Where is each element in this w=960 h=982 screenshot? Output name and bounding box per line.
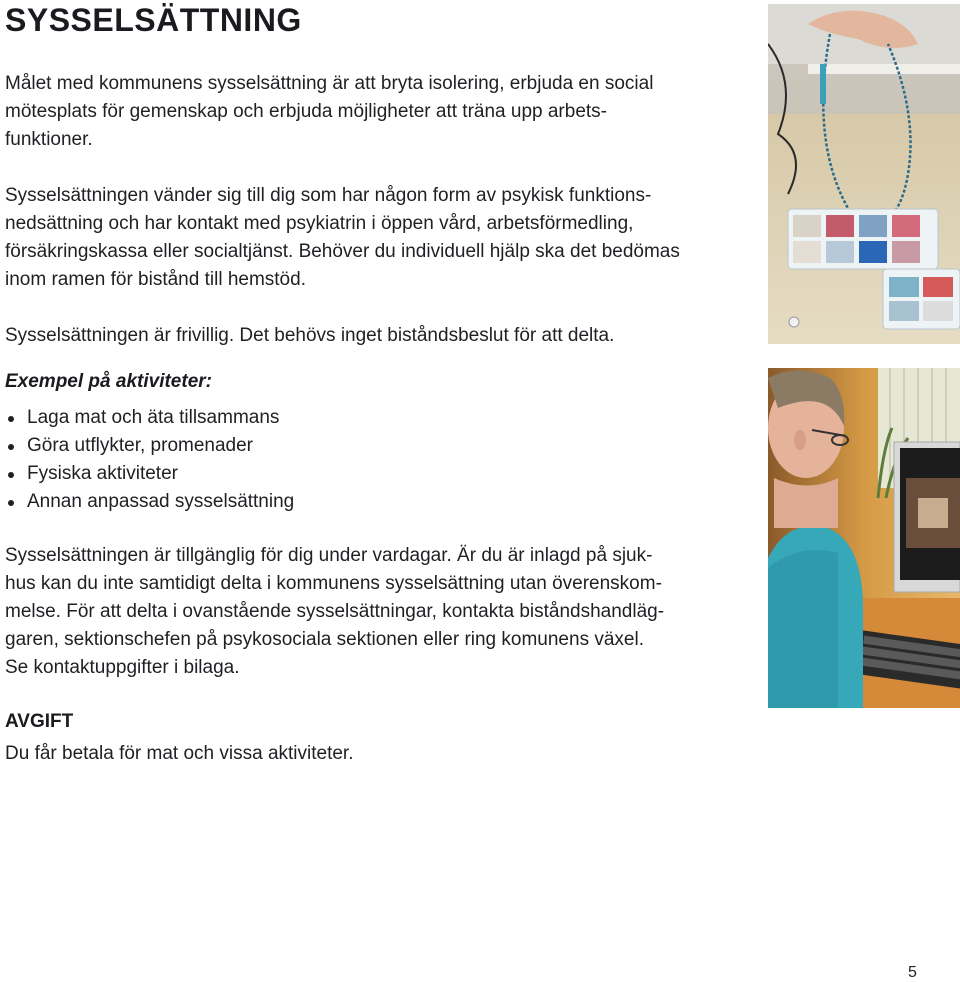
- list-item: Fysiska aktiviteter: [5, 460, 730, 488]
- intro-paragraph: Målet med kommunens sysselsättning är att bryta isolering, erbjuda en social mötesplats för gemenskap och erbjuda möjligheter att träna upp arbets- funktioner.: [5, 73, 654, 150]
- beads-photo: [768, 4, 960, 344]
- target-group-paragraph: Sysselsättningen vänder sig till dig som har någon form av psykisk funktions- nedsättning och har kontakt med psykiatrin i öppen vård, arbetsförmedling, försäkringskassa eller socialtjänst. Behöver du individuell hjälp ska det bedömas inom ramen för bistånd till hemstöd.: [5, 185, 680, 290]
- page-title: SYSSELSÄTTNING: [5, 2, 302, 38]
- list-item: Göra utflykter, promenader: [5, 432, 730, 460]
- body-text-column: [5, 70, 730, 768]
- examples-heading: Exempel på aktiviteter:: [5, 371, 212, 392]
- list-item: Laga mat och äta tillsammans: [5, 404, 730, 432]
- availability-paragraph: Sysselsättningen är tillgänglig för dig under vardagar. Är du är inlagd på sjuk- hus kan du inte samtidigt delta i kommunens sysselsättning utan överenskom- melse. För att delta i ovanstående sysselsättningar, kontakta biståndshandläg- garen, sektionschefen på psykosociala sektionen eller ring komunens växel. Se kontaktuppgifter i bilaga.: [5, 545, 665, 678]
- page-number: 5: [908, 964, 917, 981]
- fee-heading: AVGIFT: [5, 711, 74, 732]
- fee-text: Du får betala för mat och vissa aktiviteter.: [5, 743, 354, 764]
- computer-photo: [768, 368, 960, 708]
- list-item: Annan anpassad sysselsättning: [5, 488, 730, 516]
- voluntary-paragraph: Sysselsättningen är frivillig. Det behövs inget biståndsbeslut för att delta.: [5, 325, 615, 346]
- activities-list: [5, 404, 730, 516]
